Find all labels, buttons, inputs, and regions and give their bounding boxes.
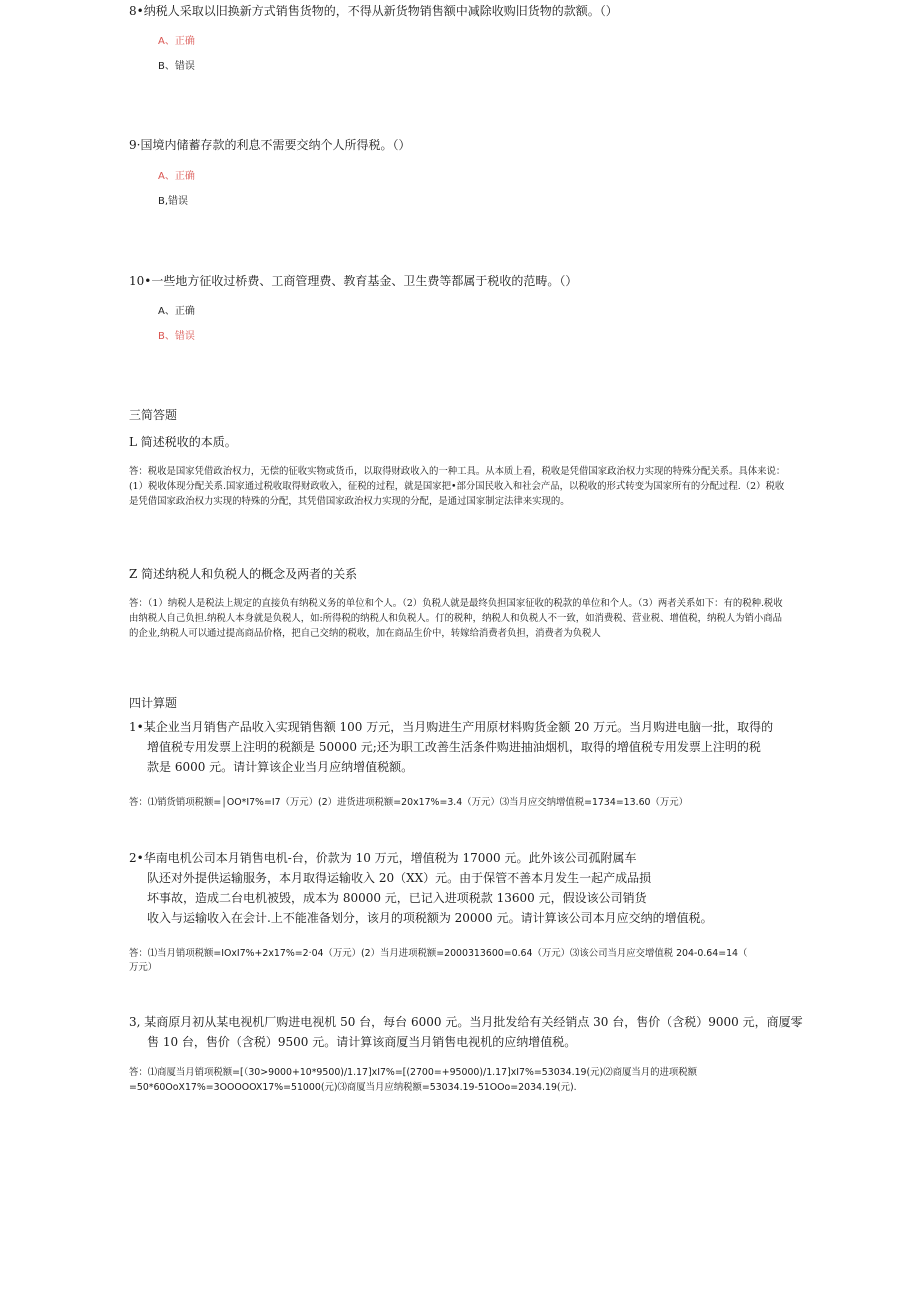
question-10: 10•一些地方征收过桥费、工商管理费、教育基金、卫生费等都属于税收的范畴。（）	[129, 274, 578, 288]
calc-q2-line-2: 队还对外提供运输服务，本月取得运输收入 20（XX）元。由于保管不善本月发生一起产成品损	[147, 871, 652, 885]
calc-q1-line-3: 款是 6000 元。请计算该企业当月应纳增值税额。	[147, 760, 414, 774]
calc-q3-answer-line-1: 答：⑴商厦当月销项税额=[（30>9000+10*9500)/1.17]xI7%=[(2700=+95000)/1.17]xI7%=53034.19(元)⑵商厦当月的进项税额	[129, 1067, 697, 1078]
calc-q2-line-1: 2•华南电机公司本月销售电机-台，价款为 10 万元，增值税为 17000 元。此外该公司孤附属车	[129, 851, 637, 865]
short-answer-heading: 三简答题	[129, 408, 178, 422]
question-8-option-b[interactable]: B、错误	[158, 61, 195, 72]
calc-q3-line-2: 售 10 台，售价（含税）9500 元。请计算该商厦当月销售电视机的应纳增值税。	[147, 1035, 577, 1049]
question-9-option-b[interactable]: B,错误	[158, 196, 189, 207]
question-10-option-a[interactable]: A、正确	[158, 306, 195, 317]
short-answer-question-2: Z 简述纳税人和负税人的概念及两者的关系	[129, 567, 358, 581]
short-answer-answer-2: 答：（1）纳税人是税法上规定的直接负有纳税义务的单位和个人。（2）负税人就是最终负担国家征收的税款的单位和个人。（3）两者关系如下：有的税种.税收由纳税人自己负担.纳税人本身就是负税人，如:所得税的纳税人和负税人。仃的税种，纳税人和负税人不一致，如消费税、营业税、增值税，纳税人为销小商品的企业,纳税人可以通过提高商品价格，把自己交纳的税收，加在商品生价中，转嫁给消费者负担，消费者为负税人	[129, 598, 783, 639]
calc-q2-line-4: 收入与运输收入在会计.上不能准备划分，该月的项税额为 20000 元。请计算该公司本月应交纳的增值税。	[147, 911, 713, 925]
calc-q1-line-1: 1•某企业当月销售产品收入实现销售额 100 万元，当月购进生产用原材料购货金额 20 万元。当月购进电脑一批，取得的	[129, 720, 774, 734]
question-8: 8•纳税人采取以旧换新方式销售货物的，不得从新货物销售额中减除收购旧货物的款额。（）	[129, 4, 618, 18]
calc-q3-line-1: 3, 某商原月初从某电视机厂购进电视机 50 台，每台 6000 元。当月批发给有关经销点 30 台，售价（含税）9000 元，商厦零	[129, 1015, 803, 1029]
question-8-option-a[interactable]: A、正确	[158, 36, 195, 47]
calc-q1-line-2: 增值税专用发票上注明的税额是 50000 元;还为职工改善生活条件购进抽油烟机，取得的增值税专用发票上注明的税	[147, 740, 761, 754]
question-10-option-b[interactable]: B、错误	[158, 331, 195, 342]
calc-q1-answer: 答：⑴销货销项税额=│OO*I7%=I7（万元）(2）进货进项税额=20x17%=3.4（万元）⑶当月应交纳增值税=1734=13.60（万元）	[129, 797, 689, 808]
calc-q2-answer-line-1: 答：⑴当月销项税额=IOxI7%+2x17%=2·04（万元）(2）当月进项税额=2000313600=0.64（万元）⑶该公司当月应交增值税 204-0.64=14（	[129, 948, 748, 959]
question-9: 9·国境内储蓄存款的利息不需要交纳个人所得税。（）	[129, 138, 411, 152]
calculation-heading: 四计算题	[129, 696, 178, 710]
short-answer-answer-1: 答：税收是国家凭借政治权力，无偿的征收实物或货币，以取得财政收入的一种工具。从本质上看，税收是凭借国家政治权力实现的特殊分配关系。具体来说：(1）税收体现分配关系.国家通过税收取得财政收入，征税的过程，就是国家把•部分国民收入和社会产品，以税收的形式转变为国家所有的分配过程.（2）税收是凭借国家政治权力实现的特殊的分配，其凭借国家政治权力实现的分配，是通过国家制定法律来实现的。	[129, 466, 786, 507]
calc-q2-line-3: 坏事故，造成二台电机被毁，成本为 80000 元，已记入进项税款 13600 元，假设该公司销货	[147, 891, 647, 905]
calc-q3-answer-line-2: =50*60OoX17%=3OOOOOX17%=51000(元)⑶商厦当月应纳税额=53034.19-51OOo=2034.19(元).	[129, 1082, 577, 1093]
question-9-option-a[interactable]: A、正确	[158, 171, 195, 182]
calc-q2-answer-line-2: 万元）	[129, 962, 158, 973]
short-answer-question-1: L 简述税收的本质。	[129, 435, 237, 449]
